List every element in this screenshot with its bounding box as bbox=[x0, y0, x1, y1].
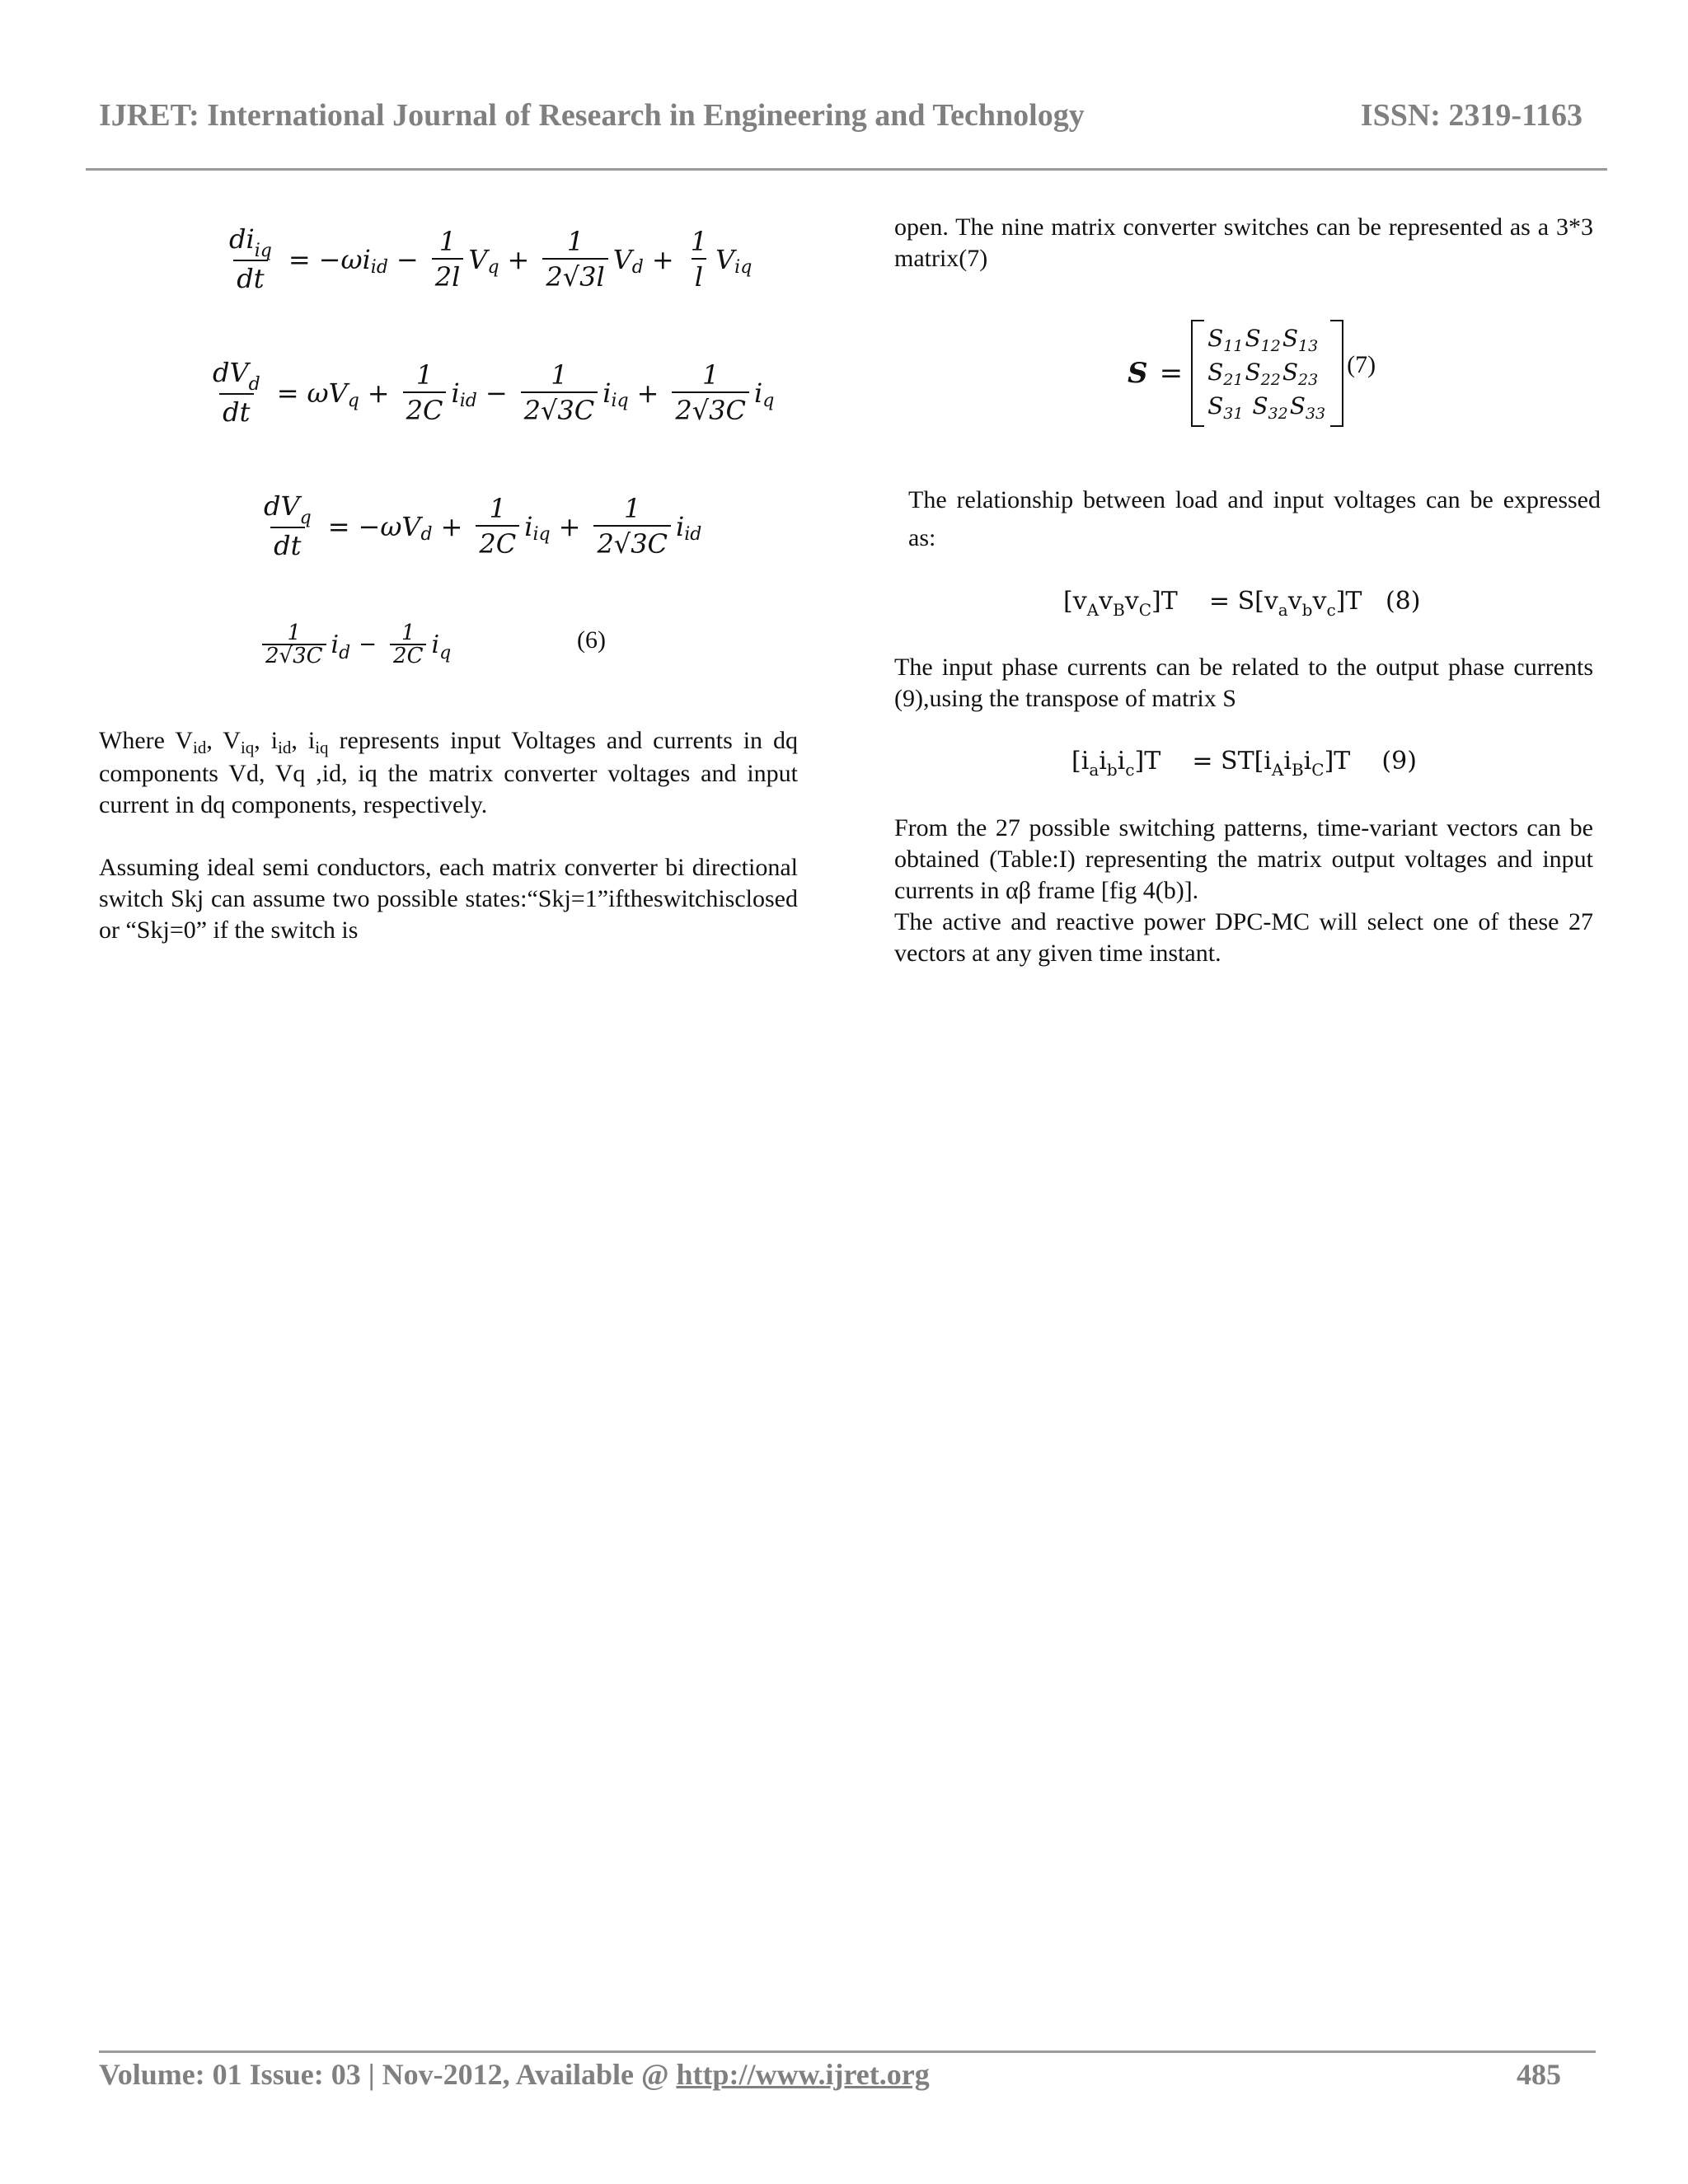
eq2-lhs: $\frac{dV_d}{dt}$ bbox=[213, 357, 260, 428]
issn: ISSN: 2319-1163 bbox=[1360, 98, 1582, 133]
journal-title: IJRET: International Journal of Research in Engineering and Technology bbox=[99, 98, 1085, 133]
matrix-row-1: $S_{11}S_{12}S_{13}$ bbox=[1207, 324, 1319, 355]
equation-9: $[i_ai_bi_c]T$ = $ST[i_Ai_Bi_C]T$ (9) bbox=[1071, 747, 1417, 780]
matrix-row-3: $S_{31}$ $S_{32}S_{33}$ bbox=[1207, 391, 1326, 423]
equation-number-6: (6) bbox=[577, 626, 606, 654]
matrix-row-2: $S_{21}S_{22}S_{23}$ bbox=[1207, 358, 1319, 389]
equation-8: $[v_Av_Bv_C]T$ = $S[v_av_bv_c]T$ (8) bbox=[1063, 587, 1421, 620]
paragraph-patterns: From the 27 possible switching patterns, time-variant vectors can be obtained (Table:I) representing the matrix output voltages and input currents in αβ frame [fig 4(b)]. bbox=[894, 814, 1593, 904]
header-divider bbox=[86, 168, 1607, 171]
paragraph-dpc: The active and reactive power DPC-MC will select one of these 27 vectors at any given time instant. bbox=[894, 908, 1593, 967]
paragraph-assuming: Assuming ideal semi conductors, each matrix converter bi directional switch Skj can assume two possible states:“Skj=1”iftheswitchisclosed or “Skj=0” if the switch is bbox=[99, 854, 798, 944]
equation-2: $\frac{dV_d}{dt}$ = ωV q + $\frac{1}{2C}$ i id − $\frac{1}{2√3C}$ i iq + $\frac{1}{2√3C}$ i q bbox=[204, 356, 774, 429]
equation-3: $\frac{dV_q}{dt}$ = −ωV d + $\frac{1}{2C}$ i iq + $\frac{1}{2√3C}$ i id bbox=[256, 490, 701, 563]
equation-1: $\frac{di_{iq}}{dt}$ = −ωi id − $\frac{1}{2l}$ V q + $\frac{1}{2√3l}$ V d + $\frac{1}{l}$ V iq bbox=[221, 223, 752, 296]
page-number: 485 bbox=[1517, 2058, 1561, 2091]
eq1-lhs: $\frac{di_{iq}}{dt}$ bbox=[229, 223, 272, 294]
right-para-relationship: The relationship between load and input voltages can be expressed as: bbox=[908, 486, 1601, 551]
matrix-entries bbox=[1204, 323, 1330, 424]
switch-matrix-equation: S = $S_{11}S_{12}S_{13}$ $S_{21}S_{22}S_{23}$ $S_{31}$ $S_{32}S_{33}$ (7) bbox=[1128, 320, 1376, 427]
eq3-lhs: $\frac{dV_q}{dt}$ bbox=[264, 490, 312, 561]
equation-4: $\frac{1}{2√3C}$ i d − $\frac{1}{2C}$ i q bbox=[257, 622, 451, 667]
left-column bbox=[99, 725, 798, 946]
right-para-switching bbox=[894, 813, 1593, 969]
footer-divider bbox=[99, 2050, 1596, 2053]
footer-volume: Volume: 01 Issue: 03 | Nov-2012, Available @ http://www.ijret.org bbox=[99, 2058, 930, 2091]
journal-link[interactable]: http://www.ijret.org bbox=[676, 2058, 930, 2091]
paragraph-where: Where $V_{id}$, $V_{iq}$, $i_{id}$, $i_{iq}$ represents input Voltages and currents in dq components Vd, Vq ,id, iq the matrix converter voltages and input current in dq components, respectively. bbox=[99, 727, 798, 818]
right-para-open: open. The nine matrix converter switches can be represented as a 3*3 matrix(7) bbox=[894, 213, 1593, 272]
equation-number-7: (7) bbox=[1347, 351, 1376, 378]
right-para-currents: The input phase currents can be related to the output phase currents (9),using the transpose of matrix S bbox=[894, 654, 1593, 712]
